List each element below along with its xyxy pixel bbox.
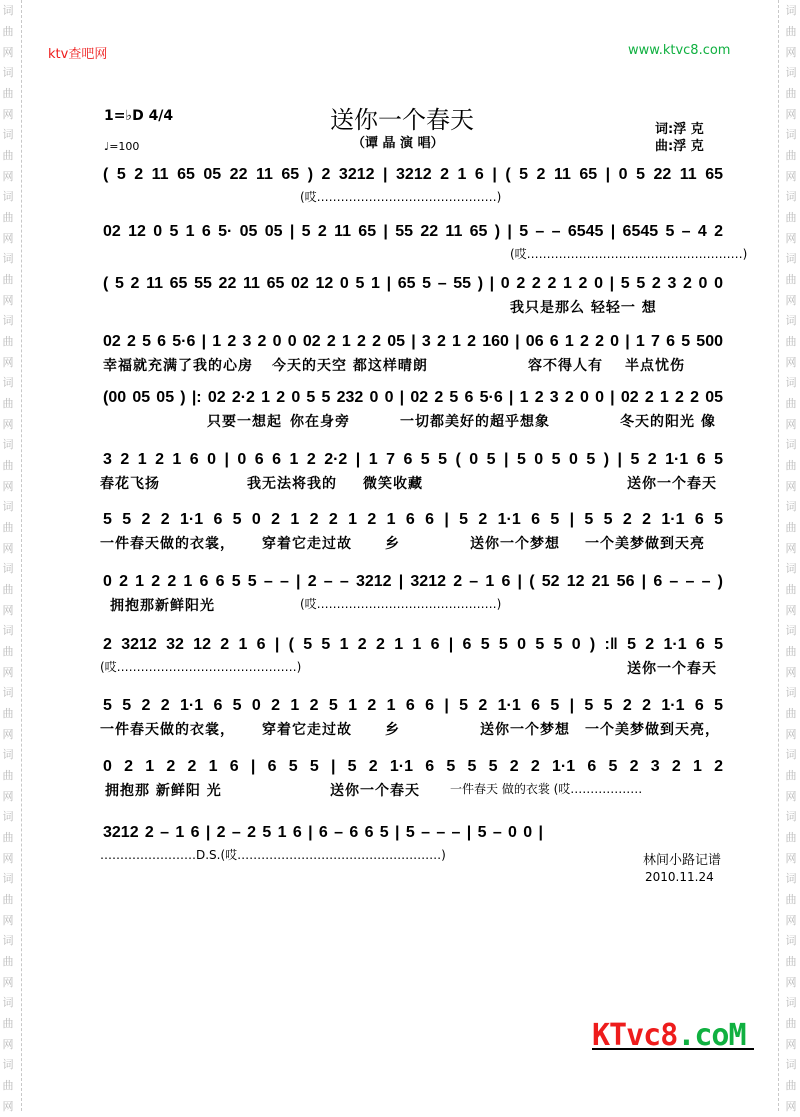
lyric: 送你一个春天 xyxy=(627,476,717,492)
notation-row: 0 2 1 2 2 1 6 6 5 5 – – | 2 – – 3212 | 3212 2 – 1 6 | ( 52 12 21 56 | 6 – – – ) xyxy=(103,573,723,590)
singer-credit: （谭 晶 演 唱） xyxy=(352,136,444,151)
side-watermark: 词 曲 网 xyxy=(785,500,797,555)
side-watermark: 词 曲 网 xyxy=(2,1058,14,1113)
lyric: 只要一想起 xyxy=(207,414,282,430)
transcriber-credit: 林间小路记谱 xyxy=(643,853,722,868)
side-watermark: 词 曲 网 xyxy=(2,190,14,245)
notation-row: 0 2 1 2 2 1 6 | 6 5 5 | 5 2 1·1 6 5 5 5 2 2 1·1 6 5 2 3 2 1 2 xyxy=(103,758,723,775)
notation-row: (00 05 05 ) |: 02 2·2 1 2 0 5 5 232 0 0 | 02 2 5 6 5·6 | 1 2 3 2 0 0 | 02 2 1 2 2 05 xyxy=(103,389,723,406)
lyric: 一切都美好的超乎想象 xyxy=(400,414,550,430)
lyric: 送你一个春天 xyxy=(627,661,717,677)
key-time-signature: 1=♭D 4/4 xyxy=(104,108,174,124)
lyric: 送你一个梦想 xyxy=(470,536,560,552)
side-watermark: 词 曲 网 xyxy=(2,810,14,865)
side-watermark: 词 曲 网 xyxy=(2,500,14,555)
left-dashed-line xyxy=(21,0,22,1111)
lyric: 我无法将我的 xyxy=(247,476,337,492)
logo-green-part: .coM xyxy=(677,1018,746,1053)
side-watermark: 词 曲 网 xyxy=(785,562,797,617)
lyric: 乡 xyxy=(385,536,400,552)
lyric: 送你一个春天 xyxy=(330,783,420,799)
hum-lyric: ……………………D.S.(哎……………………………………………) xyxy=(100,848,446,862)
side-watermark: 词 曲 网 xyxy=(2,996,14,1051)
lyric: 穿着它走过故 xyxy=(262,722,352,738)
side-watermark: 词 曲 网 xyxy=(2,314,14,369)
side-watermark: 词 曲 网 xyxy=(2,624,14,679)
side-watermark: 词 曲 网 xyxy=(785,934,797,989)
site-watermark-left: ktv查吧网 xyxy=(48,47,108,62)
notation-row: ( 5 2 11 65 05 22 11 65 ) 2 3212 | 3212 2 1 6 | ( 5 2 11 65 | 0 5 22 11 65 xyxy=(103,166,723,183)
lyric: 送你一个梦想 xyxy=(480,722,570,738)
hum-lyric: (哎………………………………………) xyxy=(100,660,302,674)
lyric: 一件春天做的衣裳， xyxy=(100,722,235,738)
side-watermark: 词 曲 网 xyxy=(785,128,797,183)
side-watermark: 词 曲 网 xyxy=(2,66,14,121)
logo-red-part: KTvc8 xyxy=(592,1018,678,1053)
side-watermark: 词 曲 网 xyxy=(785,1058,797,1113)
lyric: 容不得人有 xyxy=(528,358,603,374)
notation-row: 3 2 1 2 1 6 0 | 0 6 6 1 2 2·2 | 1 7 6 5 5 ( 0 5 | 5 0 5 0 5 ) | 5 2 1·1 6 5 xyxy=(103,451,723,468)
side-watermark: 词 曲 网 xyxy=(2,748,14,803)
side-watermark: 词 曲 网 xyxy=(785,810,797,865)
side-watermark: 词 曲 网 xyxy=(2,934,14,989)
hum-lyric: 一件春天 做的衣裳 (哎……………… xyxy=(450,782,643,796)
side-watermark: 词 曲 网 xyxy=(2,562,14,617)
side-watermark: 词 曲 网 xyxy=(785,748,797,803)
right-dashed-line xyxy=(778,0,779,1111)
lyric: 拥抱那新鲜阳光 xyxy=(110,598,215,614)
lyric: 春花飞扬 xyxy=(100,476,160,492)
tempo-marking: ♩=100 xyxy=(104,140,140,153)
lyric: 一个美梦做到天亮 xyxy=(585,536,705,552)
transcription-date: 2010.11.24 xyxy=(645,870,714,884)
notation-row: 5 5 2 2 1·1 6 5 0 2 1 2 2 1 2 1 6 6 | 5 2 1·1 6 5 | 5 5 2 2 1·1 6 5 xyxy=(103,511,723,528)
side-watermark: 词 曲 网 xyxy=(785,686,797,741)
lyricist-credit: 词:浮 克 xyxy=(655,122,704,137)
hum-lyric: (哎………………………………………) xyxy=(300,190,502,204)
lyric: 拥抱那 新鲜阳 光 xyxy=(105,783,222,799)
side-watermark: 词 曲 网 xyxy=(2,376,14,431)
lyric: 冬天的阳光 像 xyxy=(620,414,716,430)
notation-row: ( 5 2 11 65 55 22 11 65 02 12 0 5 1 | 65 5 – 55 ) | 0 2 2 2 1 2 0 | 5 5 2 3 2 0 0 xyxy=(103,275,723,292)
left-watermark-column xyxy=(0,0,16,1116)
side-watermark: 词 曲 网 xyxy=(785,996,797,1051)
lyric: 今天的天空 都这样晴朗 xyxy=(272,358,428,374)
hum-lyric: (哎………………………………………) xyxy=(300,597,502,611)
lyric: 微笑收藏 xyxy=(363,476,423,492)
logo-underline xyxy=(592,1048,754,1050)
notation-row: 3212 2 – 1 6 | 2 – 2 5 1 6 | 6 – 6 6 5 | 5 – – – | 5 – 0 0 | xyxy=(103,824,543,841)
lyric: 一件春天做的衣裳， xyxy=(100,536,235,552)
side-watermark: 词 曲 网 xyxy=(785,314,797,369)
side-watermark: 词 曲 网 xyxy=(785,376,797,431)
side-watermark: 词 曲 网 xyxy=(785,438,797,493)
composer-credit: 曲:浮 克 xyxy=(655,139,704,154)
side-watermark: 词 曲 网 xyxy=(2,872,14,927)
right-watermark-column xyxy=(783,0,799,1116)
lyric: 我只是那么 轻轻一 想 xyxy=(510,300,657,316)
lyric: 幸福就充满了我的心房 xyxy=(103,358,253,374)
side-watermark: 词 曲 网 xyxy=(2,438,14,493)
side-watermark: 词 曲 网 xyxy=(2,252,14,307)
notation-row: 02 2 5 6 5·6 | 1 2 3 2 0 0 02 2 1 2 2 05 | 3 2 1 2 160 | 06 6 1 2 2 0 | 1 7 6 5 500 xyxy=(103,333,723,350)
hum-lyric: (哎………………………………………………) xyxy=(510,247,748,261)
lyric: 一个美梦做到天亮， xyxy=(585,722,720,738)
site-watermark-right: www.ktvc8.com xyxy=(628,43,731,58)
side-watermark: 词 曲 网 xyxy=(2,686,14,741)
lyric: 你在身旁 xyxy=(290,414,350,430)
side-watermark: 词 曲 网 xyxy=(785,66,797,121)
notation-row: 2 3212 32 12 2 1 6 | ( 5 5 1 2 2 1 1 6 | 6 5 5 0 5 5 0 ) :‖ 5 2 1·1 6 5 xyxy=(103,636,723,653)
side-watermark: 词 曲 网 xyxy=(2,4,14,59)
side-watermark: 词 曲 网 xyxy=(2,128,14,183)
side-watermark: 词 曲 网 xyxy=(785,252,797,307)
side-watermark: 词 曲 网 xyxy=(785,4,797,59)
lyric: 半点忧伤 xyxy=(625,358,685,374)
notation-row: 02 12 0 5 1 6 5· 05 05 | 5 2 11 65 | 55 22 11 65 ) | 5 – – 6545 | 6545 5 – 4 2 xyxy=(103,223,723,240)
side-watermark: 词 曲 网 xyxy=(785,624,797,679)
side-watermark: 词 曲 网 xyxy=(785,190,797,245)
lyric: 乡 xyxy=(385,722,400,738)
notation-row: 5 5 2 2 1·1 6 5 0 2 1 2 5 1 2 1 6 6 | 5 2 1·1 6 5 | 5 5 2 2 1·1 6 5 xyxy=(103,697,723,714)
side-watermark: 词 曲 网 xyxy=(785,872,797,927)
lyric: 穿着它走过故 xyxy=(262,536,352,552)
song-title: 送你一个春天 xyxy=(330,106,474,134)
